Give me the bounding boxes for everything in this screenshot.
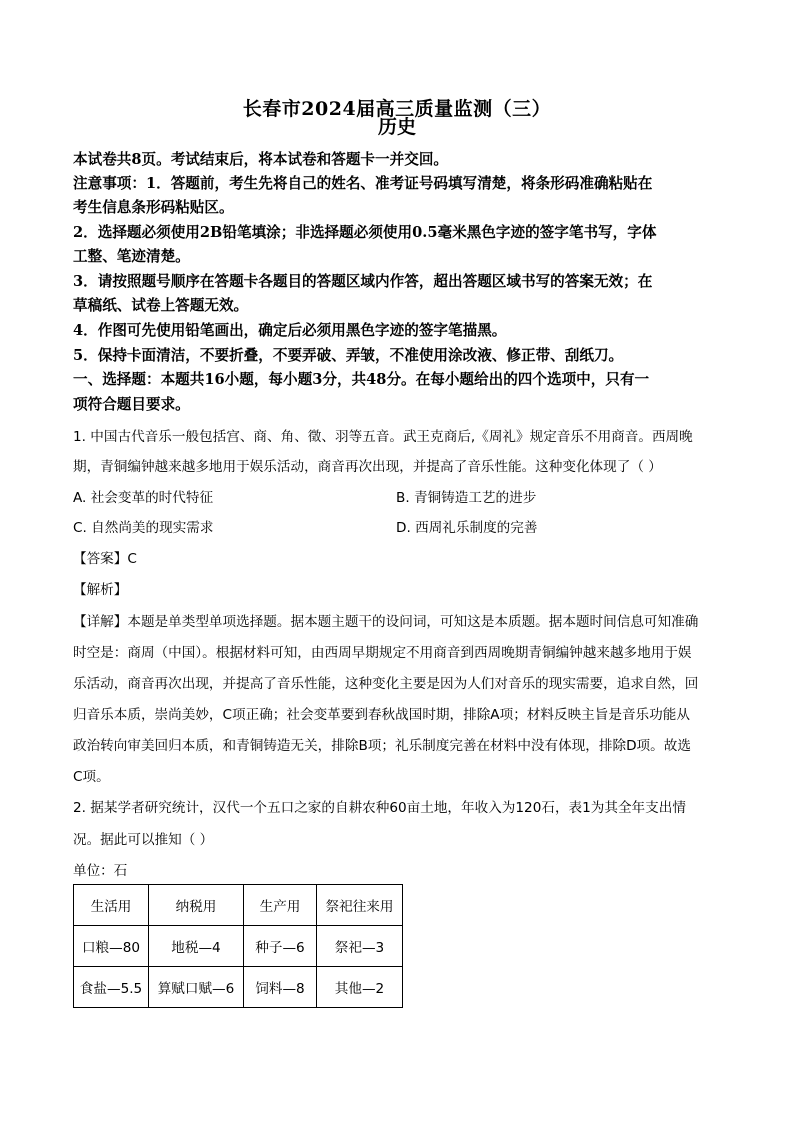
- subject-title: 历史: [377, 116, 416, 138]
- question-2-stem: 况。据此可以推知（ ）: [73, 832, 214, 848]
- instruction-line: 草稿纸、试卷上答题无效。: [73, 297, 249, 314]
- option-d: D. 西周礼乐制度的完善: [396, 520, 538, 536]
- analysis-line: 乐活动，商音再次出现，并提高了音乐性能，这种变化主要是因为人们对音乐的现实需要，追求自然，回: [73, 676, 699, 692]
- section-heading: 项符合题目要求。: [73, 396, 190, 413]
- analysis-line: 时空是：商周（中国）。根据材料可知，由西周早期规定不用商音到西周晚期青铜编钟越来越多地用于娱: [73, 645, 692, 661]
- table-cell: 祭祀—3: [317, 926, 403, 967]
- table-row: [74, 926, 403, 967]
- exam-title: 长春市2024届高三质量监测（三）: [242, 98, 552, 120]
- instruction-line: 本试卷共8页。考试结束后，将本试卷和答题卡一并交回。: [73, 151, 449, 168]
- table-cell: 其他—2: [317, 967, 403, 1008]
- instruction-line: 工整、笔迹清楚。: [73, 248, 190, 265]
- table-cell: 种子—6: [244, 926, 317, 967]
- table-cell: 食盐—5.5: [74, 967, 149, 1008]
- answer-label: 【答案】C: [73, 551, 137, 567]
- table-row: [74, 967, 403, 1008]
- option-b: B. 青铜铸造工艺的进步: [396, 490, 537, 506]
- analysis-line: 归音乐本质，崇尚美妙，C项正确；社会变革要到春秋战国时期，排除A项；材料反映主旨是音乐功能从: [73, 707, 690, 723]
- instruction-line: 考生信息条形码粘贴区。: [73, 199, 234, 216]
- instruction-line: 2．选择题必须使用2B铅笔填涂；非选择题必须使用0.5毫米黑色字迹的签字笔书写，字体: [73, 224, 657, 241]
- table-header-row: [74, 885, 403, 926]
- question-1-stem: 期，青铜编钟越来越多地用于娱乐活动，商音再次出现，并提高了音乐性能。这种变化体现了（ ）: [73, 459, 662, 475]
- table-header-cell: 纳税用: [149, 885, 244, 926]
- instruction-line: 注意事项：1．答题前，考生先将自己的姓名、准考证号码填写清楚，将条形码准确粘贴在: [73, 175, 653, 192]
- table-header-cell: 祭祀往来用: [317, 885, 403, 926]
- instruction-line: 3．请按照题号顺序在答题卡各题目的答题区域内作答，超出答题区域书写的答案无效；在: [73, 273, 653, 290]
- table-cell: 地税—4: [149, 926, 244, 967]
- question-1-stem: 1. 中国古代音乐一般包括宫、商、角、徵、羽等五音。武王克商后,《周礼》规定音乐不用商音。西周晚: [73, 429, 693, 445]
- instruction-line: 5．保持卡面清洁，不要折叠，不要弄破、弄皱，不准使用涂改液、修正带、刮纸刀。: [73, 347, 624, 364]
- table-header-cell: 生产用: [244, 885, 317, 926]
- analysis-label: 【解析】: [73, 582, 128, 598]
- question-2-stem: 2. 据某学者研究统计，汉代一个五口之家的自耕农种60亩土地，年收入为120石，表1为其全年支出情: [73, 800, 686, 816]
- table-cell: 算赋口赋—6: [149, 967, 244, 1008]
- section-heading: 一、选择题：本题共16小题，每小题3分，共48分。在每小题给出的四个选项中，只有一: [73, 371, 650, 388]
- option-a: A. 社会变革的时代特征: [73, 490, 214, 506]
- analysis-line: 【详解】本题是单类型单项选择题。据本题主题干的设问词，可知这是本质题。据本题时间信息可知准确: [73, 614, 699, 630]
- table-cell: 口粮—80: [74, 926, 149, 967]
- expense-table: [73, 884, 403, 1008]
- table-unit: 单位：石: [73, 863, 128, 879]
- table-cell: 饲料—8: [244, 967, 317, 1008]
- table-header-cell: 生活用: [74, 885, 149, 926]
- analysis-line: C项。: [73, 769, 110, 785]
- instruction-line: 4．作图可先使用铅笔画出，确定后必须用黑色字迹的签字笔描黑。: [73, 322, 507, 339]
- analysis-line: 政治转向审美回归本质，和青铜铸造无关，排除B项；礼乐制度完善在材料中没有体现，排除D项。故选: [73, 738, 691, 754]
- option-c: C. 自然尚美的现实需求: [73, 520, 214, 536]
